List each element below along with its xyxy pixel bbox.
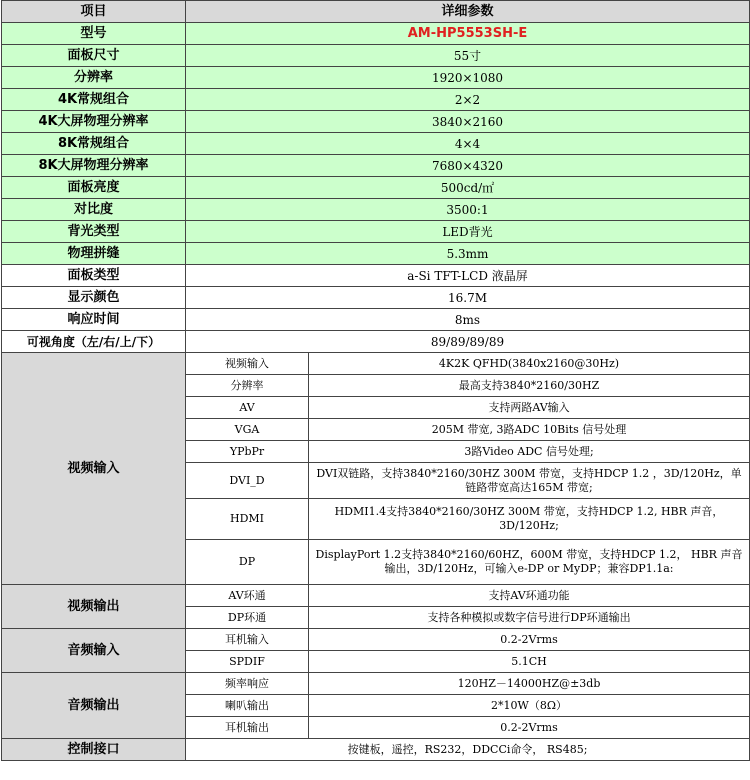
group-label-audio-output: 音频输出 [2,673,186,739]
sub-label: YPbPr [186,441,309,463]
spec-row [2,309,750,331]
control-value: 按键板，遥控，RS232，DDCCi命令， RS485; [186,739,750,761]
spec-label: 背光类型 [2,221,186,243]
spec-value: 7680×4320 [186,155,750,177]
sub-label: AV环通 [186,585,309,607]
sub-value: 支持两路AV输入 [309,397,750,419]
spec-row [2,265,750,287]
spec-label: 分辨率 [2,67,186,89]
spec-value: 1920×1080 [186,67,750,89]
sub-value: HDMI1.4支持3840*2160/30HZ 300M 带宽，支持HDCP 1.2, HBR 声音，3D/120Hz; [309,499,750,540]
sub-label: SPDIF [186,651,309,673]
spec-label: 4K大屏物理分辨率 [2,111,186,133]
spec-value: 16.7M [186,287,750,309]
sub-value: 205M 带宽, 3路ADC 10Bits 信号处理 [309,419,750,441]
sub-label: DVI_D [186,463,309,499]
spec-label: 对比度 [2,199,186,221]
sub-label: 视频输入 [186,353,309,375]
sub-label: AV [186,397,309,419]
spec-row [2,331,750,353]
header-details: 详细参数 [186,1,750,23]
sub-label: VGA [186,419,309,441]
sub-value: 支持AV环通功能 [309,585,750,607]
spec-label: 面板尺寸 [2,45,186,67]
header-item: 项目 [2,1,186,23]
spec-row [2,133,750,155]
spec-value: 8ms [186,309,750,331]
spec-row-model [2,23,750,45]
spec-label: 响应时间 [2,309,186,331]
spec-value: 500cd/㎡ [186,177,750,199]
sub-value: 4K2K QFHD(3840x2160@30Hz) [309,353,750,375]
spec-row [2,287,750,309]
spec-label: 面板亮度 [2,177,186,199]
control-row [2,739,750,761]
spec-value: 55寸 [186,45,750,67]
spec-label: 8K常规组合 [2,133,186,155]
spec-value: a-Si TFT-LCD 液晶屏 [186,265,750,287]
sub-label: DP环通 [186,607,309,629]
audio-output-row [2,673,750,695]
sub-value: 最高支持3840*2160/30HZ [309,375,750,397]
group-label-video-input: 视频输入 [2,353,186,585]
spec-label: 型号 [2,23,186,45]
header-row [2,1,750,23]
spec-value: 5.3mm [186,243,750,265]
sub-value: 支持各种模拟或数字信号进行DP环通输出 [309,607,750,629]
sub-label: HDMI [186,499,309,540]
model-value: AM-HP5553SH-E [186,23,750,45]
sub-label: DP [186,540,309,585]
spec-row [2,243,750,265]
spec-value: 4×4 [186,133,750,155]
sub-value: 2*10W（8Ω） [309,695,750,717]
spec-row [2,111,750,133]
spec-label: 显示颜色 [2,287,186,309]
spec-row [2,45,750,67]
spec-row [2,199,750,221]
sub-label: 频率响应 [186,673,309,695]
spec-row [2,89,750,111]
sub-value: DisplayPort 1.2支持3840*2160/60HZ，600M 带宽，支持HDCP 1.2， HBR 声音输出，3D/120Hz，可输入e-DP or MyDP；兼容DP1.1a: [309,540,750,585]
video-output-row [2,585,750,607]
spec-label: 可视角度（左/右/上/下） [2,331,186,353]
spec-label: 物理拼缝 [2,243,186,265]
audio-input-row [2,629,750,651]
sub-value: 120HZ－14000HZ@±3db [309,673,750,695]
sub-value: 0.2-2Vrms [309,629,750,651]
spec-value: 89/89/89/89 [186,331,750,353]
spec-label: 面板类型 [2,265,186,287]
sub-label: 喇叭输出 [186,695,309,717]
spec-row [2,67,750,89]
group-label-audio-input: 音频输入 [2,629,186,673]
spec-label: 8K大屏物理分辨率 [2,155,186,177]
video-input-row [2,353,750,375]
sub-value: DVI双链路，支持3840*2160/30HZ 300M 带宽，支持HDCP 1.2 ，3D/120Hz，单链路带宽高达165M 带宽; [309,463,750,499]
spec-value: 3840×2160 [186,111,750,133]
spec-table [1,0,750,761]
spec-value: 3500:1 [186,199,750,221]
sub-value: 0.2-2Vrms [309,717,750,739]
sub-label: 耳机输入 [186,629,309,651]
sub-value: 5.1CH [309,651,750,673]
group-label-control: 控制接口 [2,739,186,761]
group-label-video-output: 视频输出 [2,585,186,629]
sub-label: 分辨率 [186,375,309,397]
spec-row [2,221,750,243]
sub-value: 3路Video ADC 信号处理; [309,441,750,463]
spec-row [2,177,750,199]
sub-label: 耳机输出 [186,717,309,739]
spec-value: LED背光 [186,221,750,243]
spec-row [2,155,750,177]
spec-value: 2×2 [186,89,750,111]
spec-label: 4K常规组合 [2,89,186,111]
